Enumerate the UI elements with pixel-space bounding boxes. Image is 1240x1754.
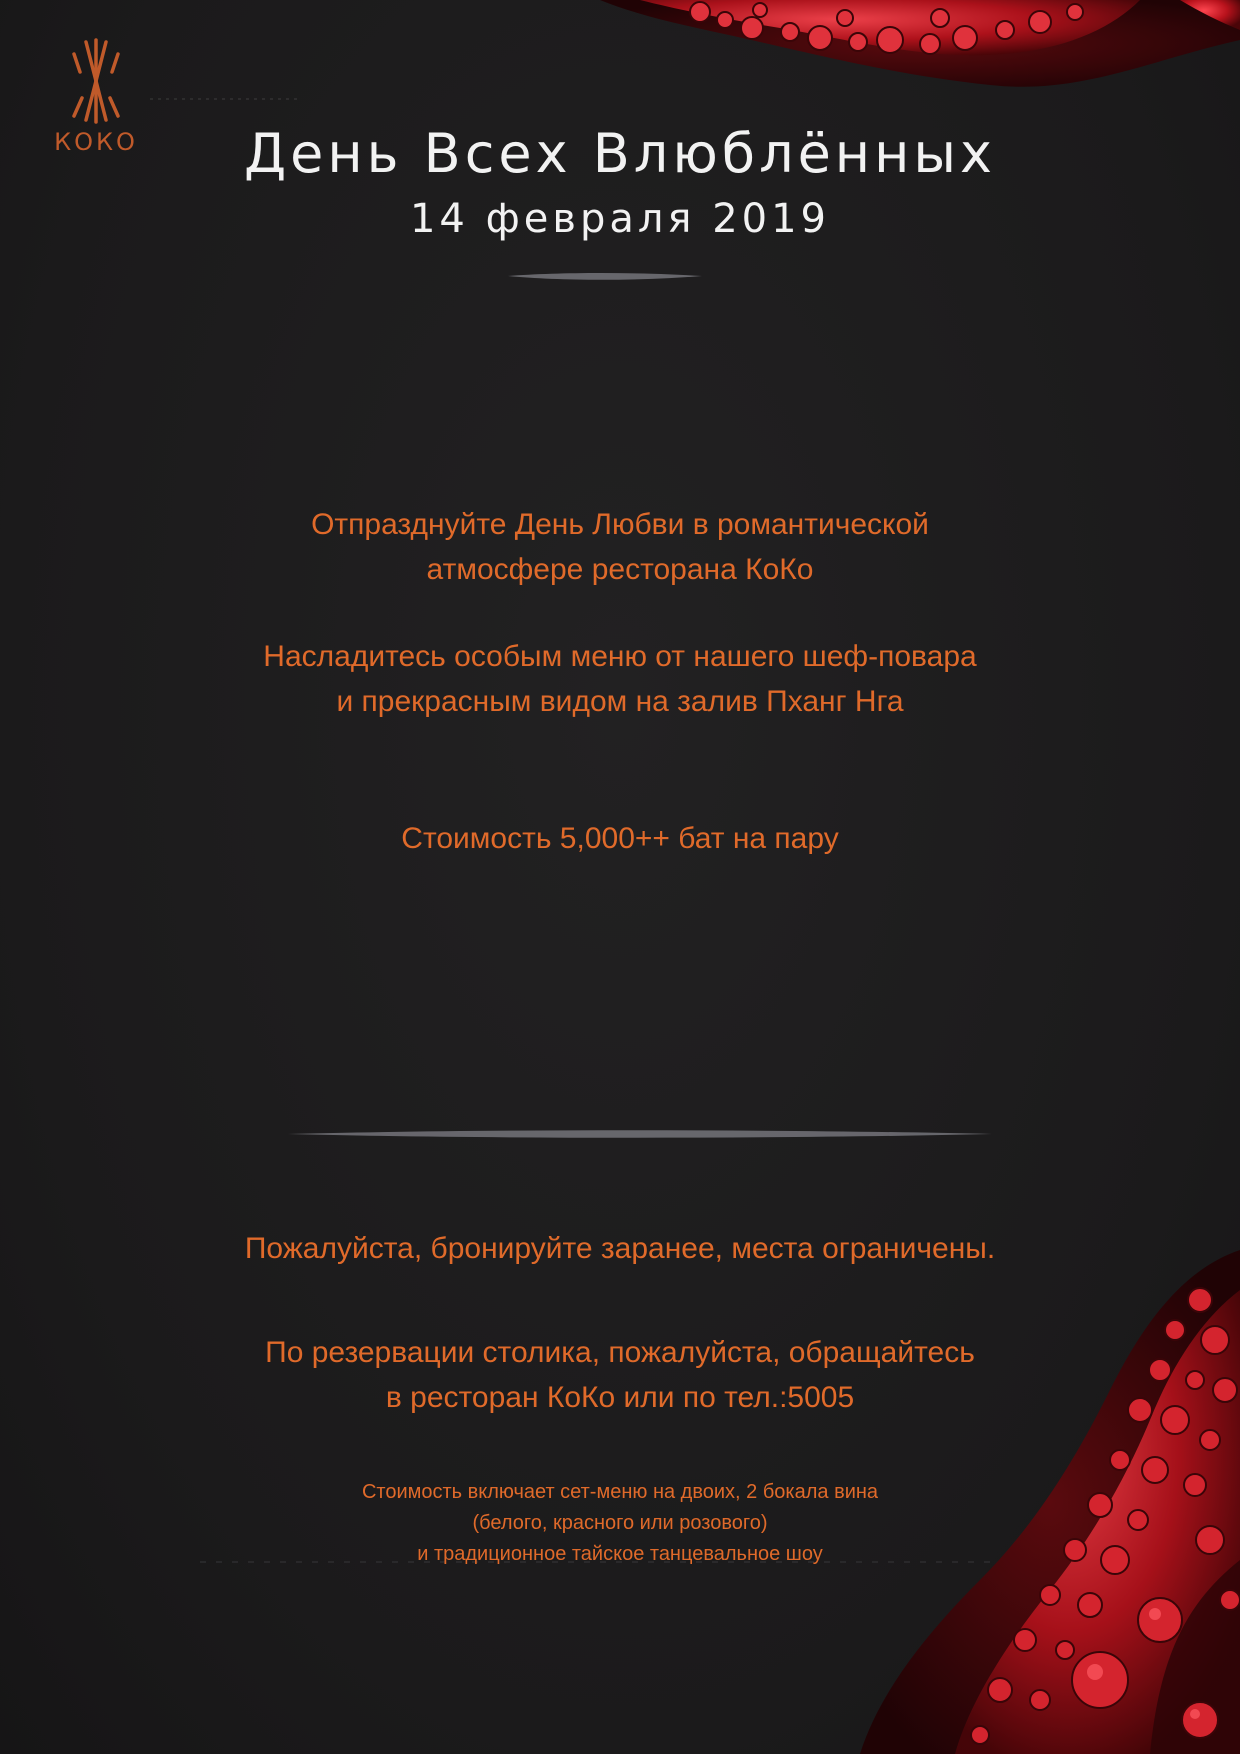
middle-divider [288,1130,992,1138]
menu-text [0,634,1240,724]
event-date: 14 февраля 2019 [409,196,831,242]
logo-wordmark: КОКО [54,128,138,156]
reservation-line-1: По резервации столика, пожалуйста, обращайтесь [265,1336,975,1369]
includes-line-2: (белого, красного или розового) [472,1512,768,1534]
includes-line-3: и традиционное тайское танцевальное шоу [417,1543,823,1565]
intro-line-2: атмосфере ресторана КоКо [426,553,814,586]
intro-text [0,502,1240,592]
reservation-text [0,1330,1240,1420]
koko-logo-icon [40,36,152,126]
top-divider [508,273,702,280]
price-text: Стоимость 5,000++ бат на пару [401,822,839,855]
page-title: День Всех Влюблённых [243,122,997,185]
menu-line-2: и прекрасным видом на залив Пханг Нга [336,685,904,718]
menu-line-1: Насладитесь особым меню от нашего шеф-повара [263,640,977,673]
intro-line-1: Отпразднуйте День Любви в романтической [311,508,929,541]
booking-notice: Пожалуйста, бронируйте заранее, места ограничены. [244,1232,996,1265]
includes-line-1: Стоимость включает сет-меню на двоих, 2 бокала вина [361,1481,879,1503]
includes-text [0,1477,1240,1570]
reservation-line-2: в ресторан КоКо или по тел.:5005 [385,1381,855,1414]
